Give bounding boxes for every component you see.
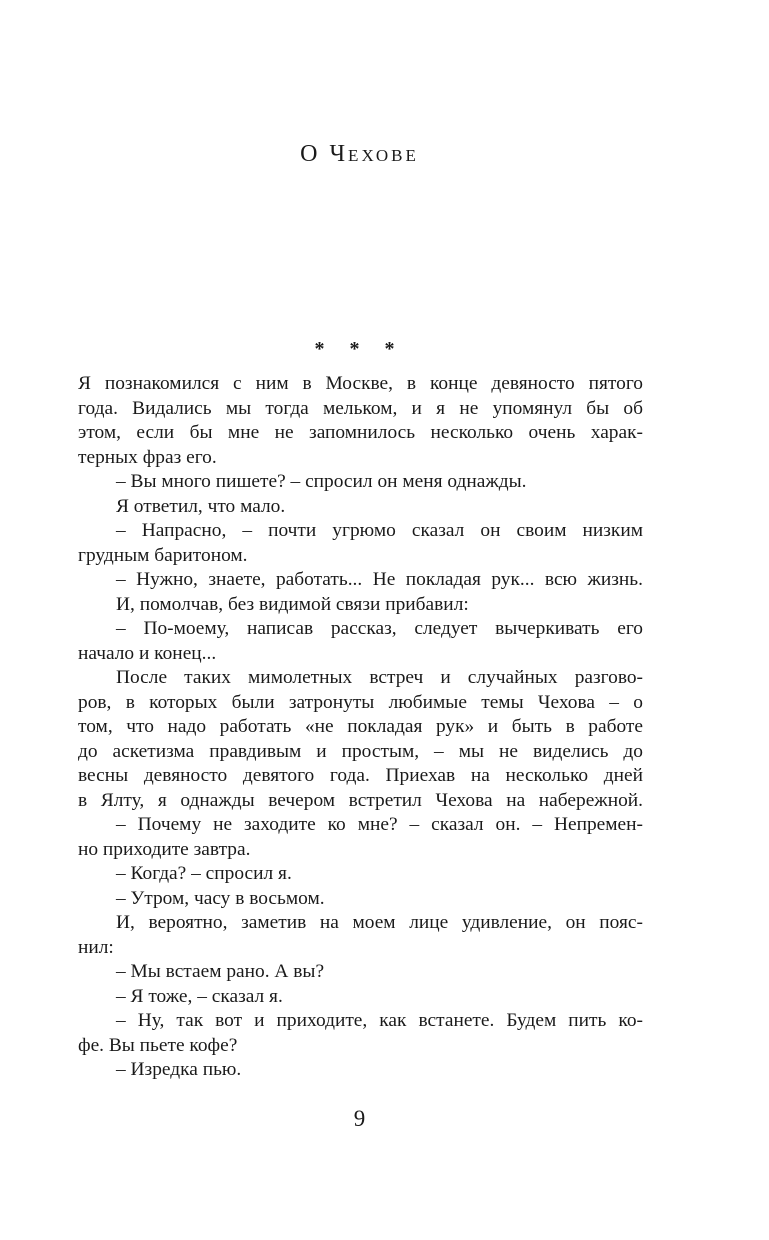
section-separator: * * * [314, 338, 405, 360]
text-line: терных фраз его. [78, 446, 217, 468]
text-line: – Вы много пишете? – спросил он меня однажды. [116, 471, 527, 492]
text-line: После таких мимолетных встреч и случайных разгово- [116, 667, 643, 688]
text-line: – По-моему, написав рассказ, следует вычеркивать его [116, 618, 643, 639]
text-line: года. Видались мы тогда мельком, и я не упомянул бы об [78, 397, 643, 419]
text-line: грудным баритоном. [78, 544, 248, 566]
text-line: Я познакомился с ним в Москве, в конце девяносто пятого [78, 373, 643, 394]
text-line: в Ялту, я однажды вечером встретил Чехова на набережной. [78, 789, 643, 811]
text-line: этом, если бы мне не запомнилось несколько очень харак- [78, 422, 643, 443]
text-line: ров, в которых были затронуты любимые темы Чехова – о [78, 691, 643, 713]
text-line: – Я тоже, – сказал я. [116, 985, 283, 1007]
body-text [78, 372, 643, 1083]
text-line: но приходите завтра. [78, 838, 251, 860]
text-line: – Утром, часу в восьмом. [116, 887, 325, 909]
text-line: – Почему не заходите ко мне? – сказал он. – Непремен- [116, 814, 643, 835]
text-line: И, вероятно, заметив на моем лице удивление, он пояс- [116, 912, 643, 933]
text-line: нил: [78, 936, 114, 958]
chapter-title: О Чехове [300, 141, 419, 167]
text-line: фе. Вы пьете кофе? [78, 1034, 238, 1056]
text-line: – Мы встаем рано. А вы? [116, 961, 325, 982]
text-line: И, помолчав, без видимой связи прибавил: [116, 593, 469, 615]
text-line: – Когда? – спросил я. [116, 863, 292, 884]
text-line: – Напрасно, – почти угрюмо сказал он своим низким [116, 520, 643, 541]
text-line: – Изредка пью. [116, 1059, 242, 1080]
text-line: том, что надо работать «не покладая рук» и быть в работе [78, 716, 643, 737]
text-line: Я ответил, что мало. [116, 495, 286, 517]
text-line: до аскетизма правдивым и простым, – мы не виделись до [78, 740, 643, 762]
text-line: начало и конец... [78, 642, 217, 664]
page-number: 9 [353, 1106, 366, 1131]
text-line: весны девяносто девятого года. Приехав на несколько дней [78, 765, 643, 786]
text-line: – Ну, так вот и приходите, как встанете. Будем пить ко- [116, 1010, 643, 1031]
text-line: – Нужно, знаете, работать... Не покладая рук... всю жизнь. [116, 569, 643, 590]
